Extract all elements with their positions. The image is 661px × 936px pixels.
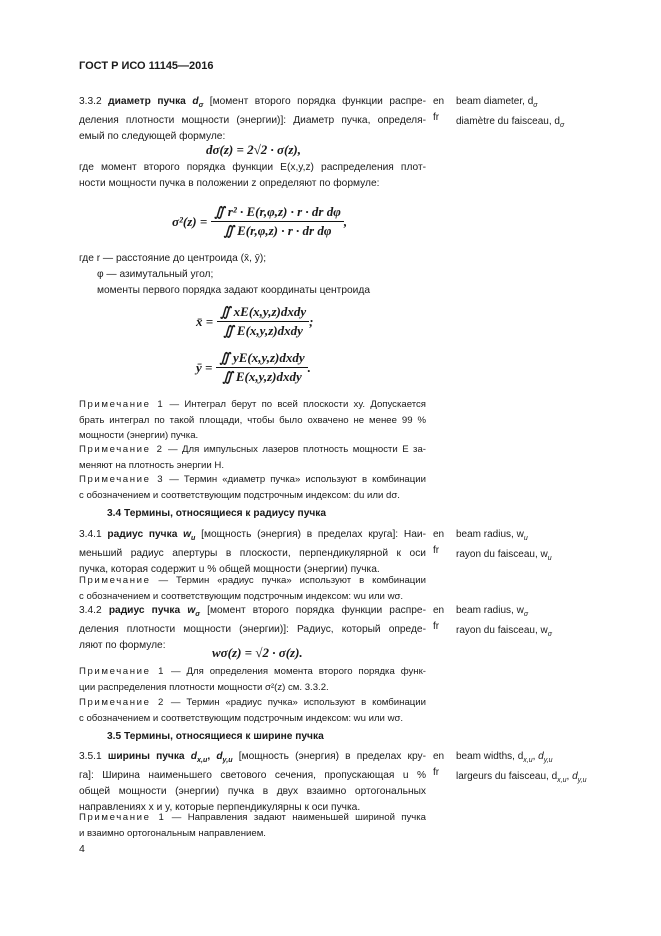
term-en: beam diameter, $d_\sigma$ — [456, 96, 538, 109]
note-2: Примечание 2 — Для импульсных лазеров плотность мощности E за- меняют на плотность энергии H. — [79, 444, 426, 471]
term-translations — [456, 749, 656, 789]
definition-line: емый по следующей формуле: — [79, 131, 226, 143]
term-en: beam radius, $w_u$ — [456, 529, 528, 542]
lang-labels: en fr — [433, 605, 445, 632]
where-list: где r — расстояние до центроида (x̄, ȳ); φ — азимутальный угол; моменты первого порядка задают координаты центроида — [79, 253, 370, 296]
lang-labels: en fr — [433, 751, 445, 778]
formula-radius: wσ(z) = √2 · σ(z). — [212, 645, 303, 660]
note-1: Примечание 1 — Интеграл берут по всей плоскости xy. Допускается брать интеграл по такой площади, чтобы было охвачено не менее 99 % мощности (энергии) пучка. — [79, 399, 426, 441]
term-en: beam widths, $d_{x,u}$, $d_{y,u}$ — [456, 751, 553, 764]
section-heading-3-4: 3.4 Термины, относящиеся к радиусу пучка — [107, 508, 327, 519]
term-symbol: d — [192, 96, 199, 107]
formula-second-moment: σ²(z) = $\frac{\text{∬ r² · E(r,φ,z) · r · dr dφ}}{\text{∬ E(r,φ,z) · r · dr dφ}}$ , — [172, 204, 348, 238]
definition-line: деления плотности мощности (энергии)]: Диаметр пучка, определя- — [79, 115, 426, 127]
lang-labels: en fr — [433, 529, 445, 556]
note-1: Примечание 1 — Направления задают наименьшей шириной пучка и взаимно ортогональным направлением. — [79, 812, 427, 839]
term-symbol-sub: σ — [198, 101, 204, 110]
note-1: Примечание 1 — Для определения момента второго порядка функ- ции распределения плотности мощности σ²(z) см. 3.3.2. — [79, 666, 427, 693]
note-3: Примечание 3 — Термин «диаметр пучка» используют в комбинации с обозначением и соответствующим подстрочным индексом: du или dσ. — [79, 474, 426, 501]
formula-centroid-x: x̄ = $\frac{\text{∬ xE(x,y,z)dxdy}}{\text{∬ E(x,y,z)dxdy}}$ ; — [196, 304, 314, 338]
page-number: 4 — [79, 843, 85, 855]
lang-labels: en fr — [433, 96, 445, 123]
page-header: ГОСТ Р ИСО 11145—2016 — [79, 60, 214, 72]
section-3-3-2 — [79, 94, 426, 145]
section-3-5-1: 3.5.1 ширины пучка $d_{x,u}$, $d_{y,u}$ [мощность (энергия) в пределах кру- га]: Ширина наименьшего светового сечения, пропускающая u % общей мощности (энергии) пучка в двух взаимно ортогональных направлениях x и y, которые перпендикулярны к оси пучка. — [79, 751, 426, 814]
paragraph: где момент второго порядка функции E(x,y,z) распределения плот- ности мощности пучка в положении z определяют по формуле: — [79, 162, 426, 189]
term-fr: diamètre du faisceau, $d_\sigma$ — [456, 116, 565, 129]
term-title: диаметр пучка — [108, 96, 186, 107]
note: Примечание — Термин «радиус пучка» используют в комбинации с обозначением и соответствующим подстрочным индексом: wu или wσ. — [79, 575, 426, 602]
formula-centroid-y: ȳ = $\frac{\text{∬ yE(x,y,z)dxdy}}{\text{∬ E(x,y,z)dxdy}}$ . — [196, 350, 311, 384]
section-3-4-2: 3.4.2 радиус пучка $w_\sigma$ [момент второго порядка функции распре- деления плотности мощности (энергии)]: Радиус, который опреде- ляют по формуле: — [79, 605, 426, 652]
formula-diameter: dσ(z) = 2√2 · σ(z), — [206, 142, 301, 157]
definition-line: [момент второго порядка функции распре- — [203, 96, 426, 107]
term-translations — [456, 94, 656, 134]
section-heading-3-5: 3.5 Термины, относящиеся к ширине пучка — [107, 731, 324, 742]
term-translations — [456, 603, 656, 643]
term-fr: largeurs du faisceau, $d_{x,u}$, $d_{y,u}$ — [456, 771, 587, 784]
term-en: beam radius, $w_\sigma$ — [456, 605, 529, 618]
term-fr: rayon du faisceau, $w_u$ — [456, 549, 552, 562]
term-translations — [456, 527, 656, 567]
note-2: Примечание 2 — Термин «радиус пучка» используют в комбинации с обозначением и соответствующим подстрочным индексом: wu или wσ. — [79, 697, 426, 724]
section-3-4-1: 3.4.1 радиус пучка $w_u$ [мощность (энергия) в пределах круга]: Наи- меньший радиус апертуры в плоскости, перпендикулярной к оси пучка, которая содержит u % общей мощности (энергии) пучка. — [79, 529, 426, 576]
term-number: 3.3.2 — [79, 96, 102, 107]
term-fr: rayon du faisceau, $w_\sigma$ — [456, 625, 552, 638]
